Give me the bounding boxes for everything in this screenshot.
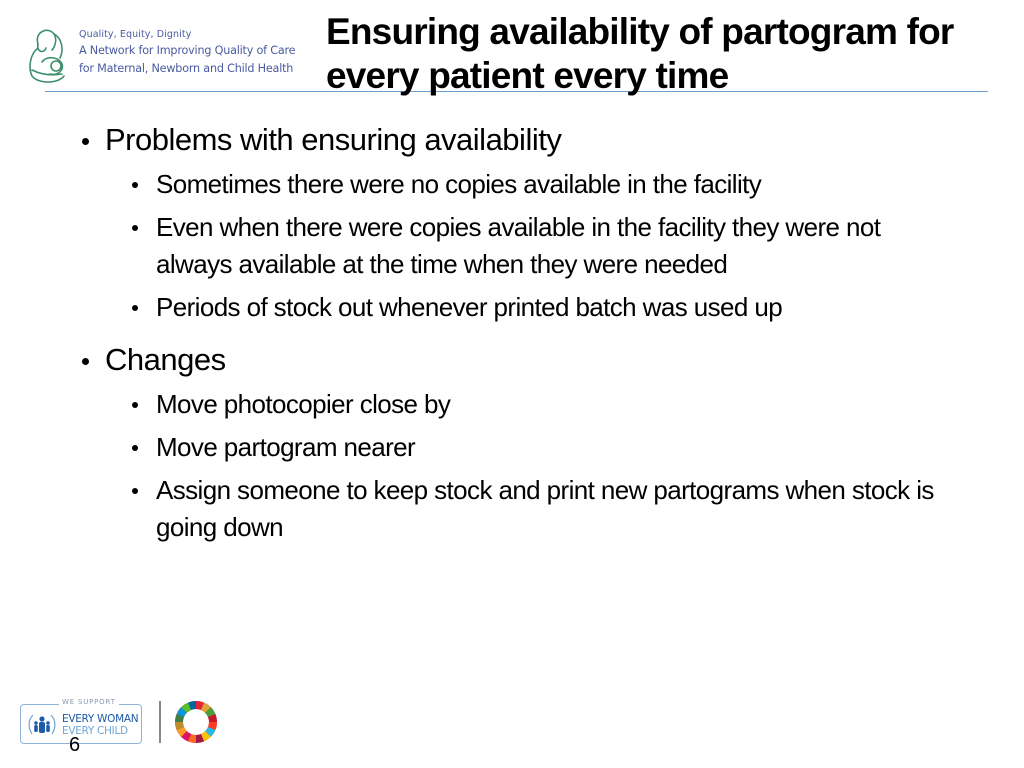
list-item: Move photocopier close by [156, 386, 940, 423]
bullet-heading-problems: Problems with ensuring availability [80, 120, 940, 160]
logo-line-1: A Network for Improving Quality of Care [79, 44, 296, 57]
mother-child-icon [24, 24, 70, 86]
bullet-heading-changes: Changes [80, 340, 940, 380]
logo-tagline: Quality, Equity, Dignity [79, 29, 192, 40]
sdg-wheel-icon [174, 700, 218, 744]
every-woman-every-child-logo [20, 698, 142, 744]
problems-list [80, 166, 940, 326]
changes-list [80, 386, 940, 546]
list-item: Move partogram nearer [156, 429, 940, 466]
logo-line-2: for Maternal, Newborn and Child Health [79, 62, 294, 75]
list-item: Assign someone to keep stock and print new partograms when stock is going down [156, 472, 940, 546]
ewec-line-2: EVERY CHILD [62, 725, 128, 737]
network-logo [22, 22, 312, 88]
ewec-line-1: EVERY WOMAN [62, 713, 139, 725]
page-number: 6 [69, 734, 81, 756]
list-item: Sometimes there were no copies available in the facility [156, 166, 940, 203]
slide-body [80, 120, 940, 546]
un-family-emblem-icon [27, 710, 57, 740]
list-item: Periods of stock out whenever printed batch was used up [156, 289, 940, 326]
list-item: Even when there were copies available in the facility they were not always available at the time when they were needed [156, 209, 940, 283]
ewec-support-label: WE SUPPORT [59, 698, 119, 706]
slide-title: Ensuring availability of partogram for every patient every time [326, 11, 954, 96]
footer-separator [159, 701, 161, 743]
